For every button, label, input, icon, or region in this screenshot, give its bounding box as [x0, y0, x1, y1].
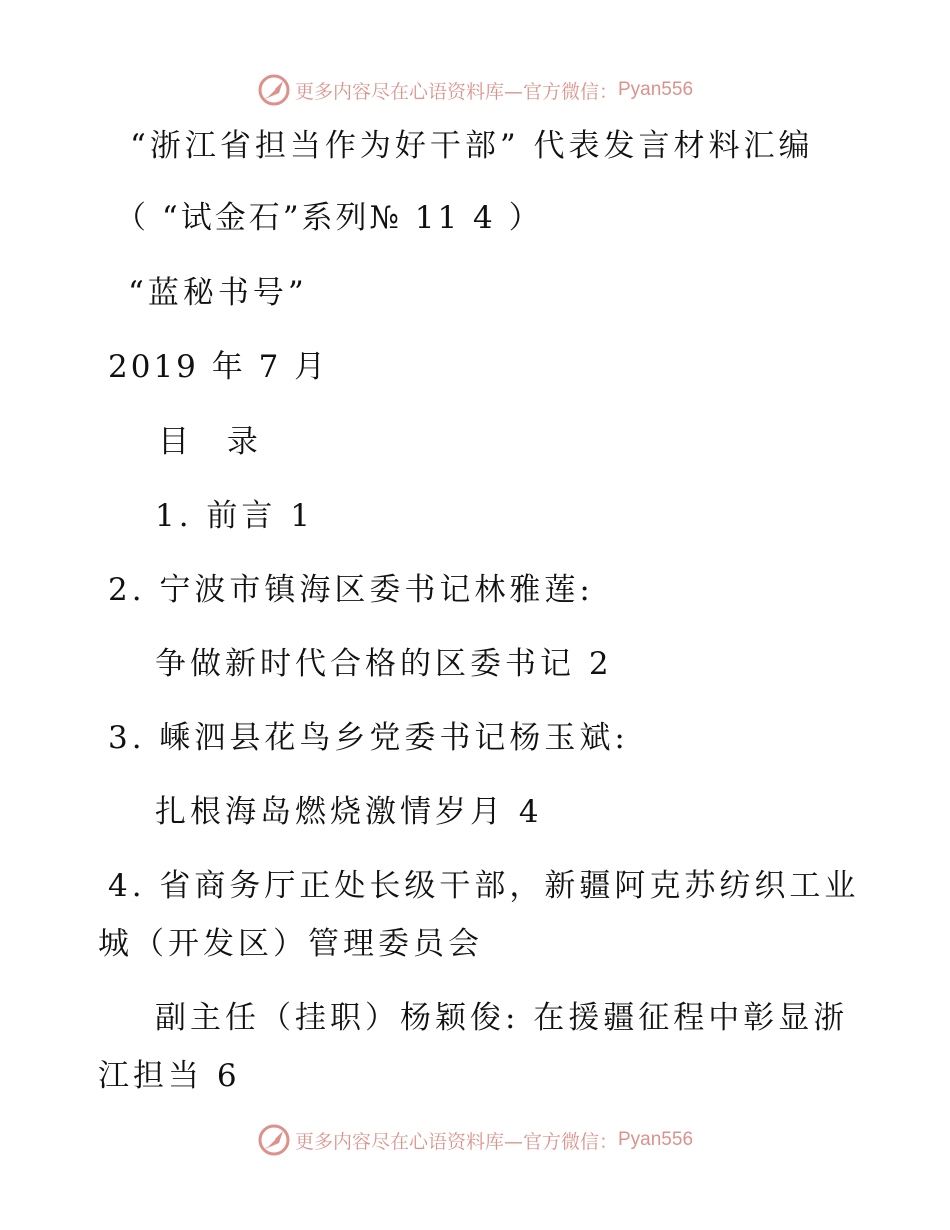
watermark-id: Pyan556	[618, 79, 694, 100]
document-date: 2019 年 7 月	[108, 349, 329, 385]
watermark-text: 更多内容尽在心语资料库—官方微信：	[294, 80, 618, 103]
watermark-header	[0, 70, 950, 110]
toc-item-4-title: 4. 省商务厅正处长级干部，新疆阿克苏纺织工业	[108, 868, 860, 904]
watermark-text: 更多内容尽在心语资料库—官方微信：	[294, 1130, 618, 1153]
toc-item-4-title-cont: 城（开发区）管理委员会	[98, 926, 483, 962]
quill-logo-icon	[257, 73, 291, 107]
toc-item-3-title: 3. 嵊泗县花鸟乡党委书记杨玉斌:	[108, 720, 629, 756]
toc-item-2-title: 2. 宁波市镇海区委书记林雅莲:	[108, 572, 594, 608]
watermark-id: Pyan556	[618, 1129, 694, 1150]
toc-heading: 目 录	[158, 424, 272, 460]
quill-logo-icon	[257, 1123, 291, 1157]
toc-item-4-subtitle: 副主任（挂职）杨颖俊: 在援疆征程中彰显浙	[155, 1000, 849, 1036]
watermark-footer	[0, 1120, 950, 1160]
document-author: “蓝秘书号”	[128, 275, 308, 311]
toc-item-2-subtitle: 争做新时代合格的区委书记 2	[155, 646, 613, 682]
toc-item-4-subtitle-cont: 江担当 6	[98, 1058, 241, 1094]
toc-item-3-subtitle: 扎根海岛燃烧激情岁月 4	[155, 794, 543, 830]
document-series: （ “试金石”系列№ 11 4 ）	[115, 200, 543, 236]
document-title: “浙江省担当作为好干部” 代表发言材料汇编	[130, 128, 814, 164]
toc-item-1: 1. 前言 1	[155, 498, 315, 534]
